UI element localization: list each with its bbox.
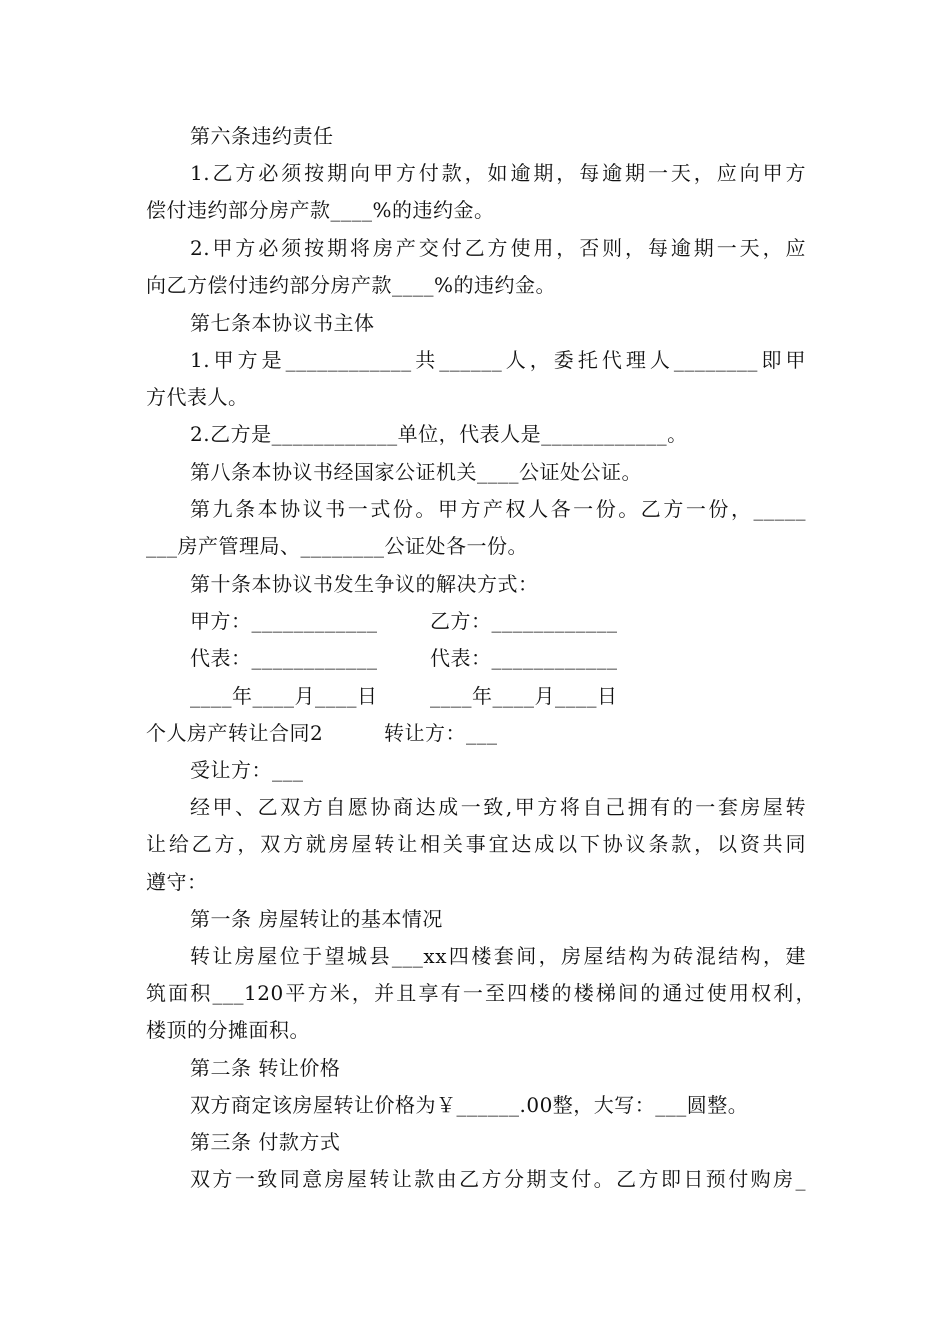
- article-7-heading: 第七条本协议书主体: [190, 311, 375, 335]
- preamble-line-3: 遵守：: [146, 870, 208, 894]
- c2-article-2-heading: 第二条 转让价格: [190, 1056, 341, 1080]
- contract-2-title: 个人房产转让合同2: [146, 721, 324, 745]
- c2-article-1-line-2: 筑面积___120平方米，并且享有一至四楼的楼梯间的通过使用权利，: [146, 981, 816, 1005]
- c2-article-2-body: 双方商定该房屋转让价格为￥______.00整，大写：___圆整。: [190, 1093, 749, 1117]
- article-6-heading: 第六条违约责任: [190, 124, 334, 148]
- c2-article-3-heading: 第三条 付款方式: [190, 1130, 341, 1154]
- c2-article-1-line-1: 转让房屋位于望城县___xx四楼套间，房屋结构为砖混结构，建: [190, 944, 806, 968]
- article-6-clause-1-line-1: 1.乙方必须按期向甲方付款，如逾期，每逾期一天，应向甲方: [190, 161, 806, 185]
- c2-article-3-line-1: 双方一致同意房屋转让款由乙方分期支付。乙方即日预付购房_: [190, 1167, 806, 1191]
- party-a-date: ____年____月____日: [190, 684, 378, 708]
- article-7-clause-2: 2.乙方是____________单位，代表人是____________。: [190, 422, 688, 446]
- article-6-clause-2-line-1: 2.甲方必须按期将房产交付乙方使用，否则，每逾期一天，应: [190, 236, 806, 260]
- article-9-line-1: 第九条本协议书一式份。甲方产权人各一份。乙方一份，_____: [190, 497, 806, 521]
- party-b-date: ____年____月____日: [430, 684, 618, 708]
- party-b-representative: 代表：____________: [430, 646, 618, 670]
- c2-article-1-heading: 第一条 房屋转让的基本情况: [190, 907, 443, 931]
- article-7-clause-1-line-1: 1.甲方是____________共______人，委托代理人________即甲: [190, 348, 806, 372]
- article-6-clause-1-line-2: 偿付违约部分房产款____%的违约金。: [146, 198, 495, 222]
- party-b-signature: 乙方：____________: [430, 609, 618, 633]
- party-a-signature: 甲方：____________: [190, 609, 378, 633]
- transferee-field: 受让方：___: [190, 758, 304, 782]
- article-8: 第八条本协议书经国家公证机关____公证处公证。: [190, 460, 642, 484]
- article-6-clause-2-line-2: 向乙方偿付违约部分房产款____%的违约金。: [146, 273, 557, 297]
- article-9-line-2: ___房产管理局、________公证处各一份。: [146, 534, 528, 558]
- transferor-field: 转让方：___: [384, 721, 498, 745]
- preamble-line-1: 经甲、乙双方自愿协商达成一致,甲方将自己拥有的一套房屋转: [190, 795, 806, 819]
- article-10: 第十条本协议书发生争议的解决方式：: [190, 572, 539, 596]
- c2-article-1-line-3: 楼顶的分摊面积。: [146, 1018, 310, 1042]
- article-7-clause-1-line-2: 方代表人。: [146, 385, 249, 409]
- preamble-line-2: 让给乙方，双方就房屋转让相关事宜达成以下协议条款，以资共同: [146, 832, 806, 856]
- party-a-representative: 代表：____________: [190, 646, 378, 670]
